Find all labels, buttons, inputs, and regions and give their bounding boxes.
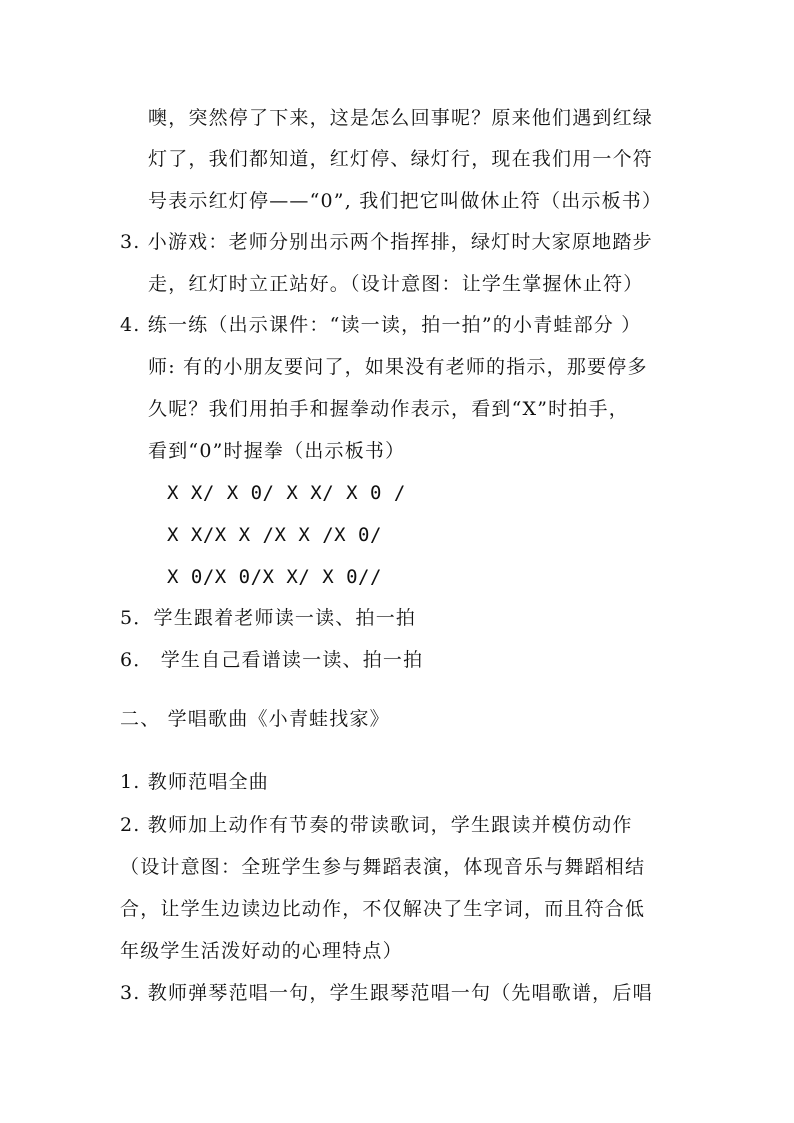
text-line: 看到“0”时握拳（出示板书） [148, 440, 406, 462]
rhythm-line: X X/ X 0/ X X/ X 0 / [167, 482, 406, 504]
text-line: 师: 有的小朋友要问了，如果没有老师的指示，那要停多 [148, 356, 648, 378]
text-line: 3. 教师弹琴范唱一句，学生跟琴范唱一句（先唱歌谱，后唱 [120, 982, 653, 1004]
text-line: 6． 学生自己看谱读一读、拍一拍 [120, 649, 424, 671]
text-line: 4. 练一练（出示课件：“读一读，拍一拍”的小青蛙部分 ） [120, 314, 642, 336]
rhythm-line: X X/X X /X X /X 0/ [167, 524, 382, 546]
text-line: （设计意图：全班学生参与舞蹈表演，体现音乐与舞蹈相结 [120, 856, 646, 878]
text-line: 走，红灯时立正站好。（设计意图：让学生掌握休止符） [148, 273, 644, 295]
text-line: 1. 教师范唱全曲 [120, 771, 269, 793]
text-line: 合，让学生边读边比动作，不仅解决了生字词，而且符合低 [120, 898, 646, 920]
section-heading: 二、 学唱歌曲《小青蛙找家》 [120, 708, 390, 730]
text-line: 5．学生跟着老师读一读、拍一拍 [120, 607, 417, 629]
text-line: 年级学生活泼好动的心理特点） [120, 940, 403, 962]
text-line: 久呢？我们用拍手和握拳动作表示，看到“X”时拍手， [148, 398, 629, 420]
text-line: 灯了，我们都知道，红灯停、绿灯行，现在我们用一个符 [148, 148, 654, 170]
rhythm-line: X 0/X 0/X X/ X 0// [167, 566, 382, 588]
text-line: 噢，突然停了下来，这是怎么回事呢？原来他们遇到红绿 [148, 107, 654, 129]
text-line: 2. 教师加上动作有节奏的带读歌词，学生跟读并模仿动作 [120, 814, 633, 836]
text-line: 号表示红灯停——“0”, 我们把它叫做休止符（出示板书） [148, 190, 663, 212]
text-line: 3. 小游戏：老师分别出示两个指挥排，绿灯时大家原地踏步 [120, 231, 653, 253]
